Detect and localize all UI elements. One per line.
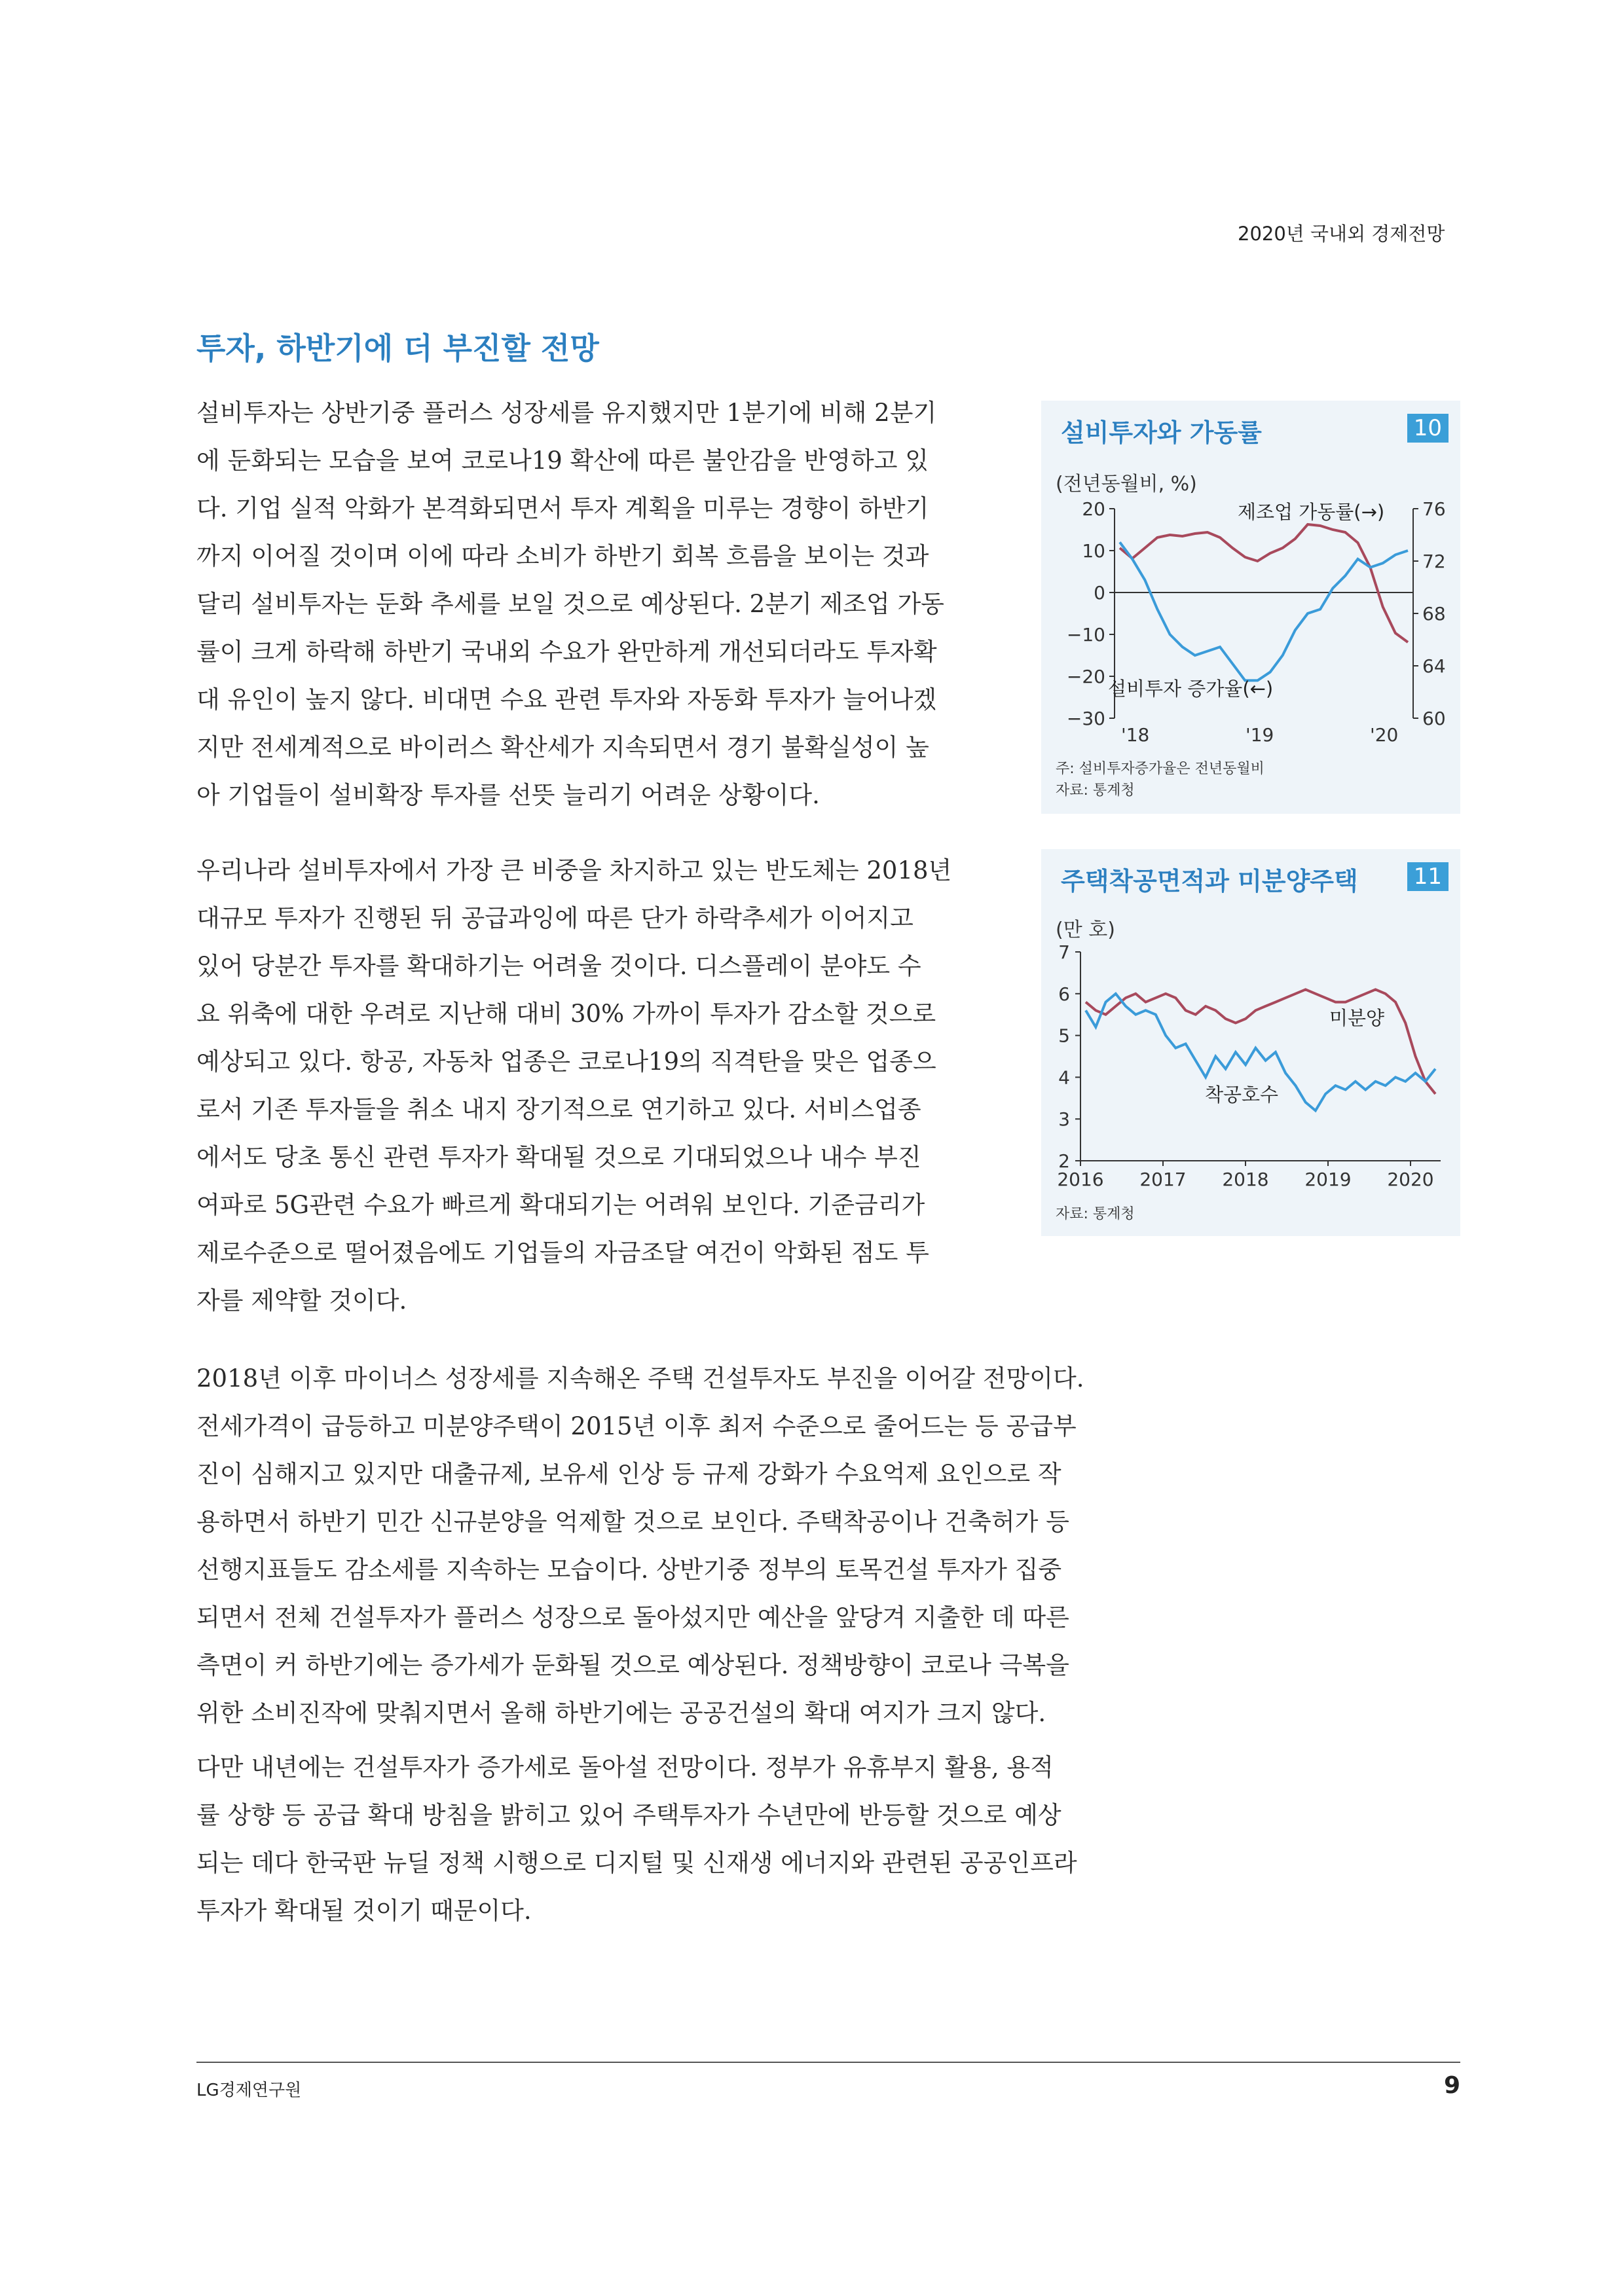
right-tick-label: 60: [1422, 708, 1446, 729]
text-line: 지만 전세계적으로 바이러스 확산세가 지속되면서 경기 불확실성이 높: [196, 733, 929, 761]
chart-source: 자료: 통계청: [1056, 1206, 1135, 1222]
chart-housing-starts-unsold: [1041, 849, 1460, 1236]
text-line: 아 기업들이 설비확장 투자를 선뜻 늘리기 어려운 상황이다.: [196, 781, 820, 809]
text-line: 진이 심해지고 있지만 대출규제, 보유세 인상 등 규제 강화가 수요억제 요인으로 작: [196, 1460, 1061, 1488]
footer-publisher: LG경제연구원: [196, 2081, 302, 2100]
series-line: [1120, 524, 1408, 642]
text-line: 률이 크게 하락해 하반기 국내외 수요가 완만하게 개선되더라도 투자확: [196, 638, 937, 666]
text-line: 달리 설비투자는 둔화 추세를 보일 것으로 예상된다. 2분기 제조업 가동: [196, 590, 944, 618]
x-tick-label: 2019: [1304, 1169, 1352, 1190]
chart-note: 주: 설비투자증가율은 전년동월비: [1056, 761, 1264, 777]
right-tick-label: 76: [1422, 498, 1446, 520]
series-line: [1086, 989, 1435, 1094]
paragraph: [196, 847, 951, 1324]
y-tick-label: 6: [1058, 983, 1070, 1005]
left-tick-label: −20: [1066, 666, 1105, 687]
text-line: 되면서 전체 건설투자가 플러스 성장으로 돌아섰지만 예산을 앞당겨 지출한 데 따른: [196, 1603, 1069, 1631]
paragraph: [196, 1355, 1084, 1737]
chart-number-badge: 11: [1407, 862, 1449, 891]
text-line: 률 상향 등 공급 확대 방침을 밝히고 있어 주택투자가 수년만에 반등할 것으로 예상: [196, 1801, 1061, 1829]
left-tick-label: −10: [1066, 624, 1105, 646]
text-line: 2018년 이후 마이너스 성장세를 지속해온 주택 건설투자도 부진을 이어갈 전망이다.: [196, 1364, 1084, 1393]
text-line: 로서 기존 투자들을 취소 내지 장기적으로 연기하고 있다. 서비스업종: [196, 1095, 921, 1123]
right-tick-label: 64: [1422, 655, 1446, 677]
text-line: 까지 이어질 것이며 이에 따라 소비가 하반기 회복 흐름을 보이는 것과: [196, 542, 929, 570]
left-tick-label: 20: [1082, 498, 1105, 520]
series-label-unsold: 미분양: [1329, 1007, 1385, 1029]
x-tick-label: 2018: [1222, 1169, 1269, 1190]
text-line: 위한 소비진작에 맞춰지면서 올해 하반기에는 공공건설의 확대 여지가 크지 않다.: [196, 1699, 1046, 1727]
y-tick-label: 4: [1058, 1066, 1070, 1089]
left-tick-label: −30: [1066, 708, 1105, 729]
paragraph: [196, 389, 944, 819]
text-line: 선행지표들도 감소세를 지속하는 모습이다. 상반기중 정부의 토목건설 투자가 집중: [196, 1556, 1062, 1584]
section-title: 투자, 하반기에 더 부진할 전망: [196, 331, 599, 366]
chart-number-badge: 10: [1407, 414, 1449, 443]
y-tick-label: 5: [1058, 1025, 1070, 1047]
right-tick-label: 68: [1422, 603, 1446, 625]
footer-divider: [196, 2062, 1460, 2063]
chart-title: 주택착공면적과 미분양주택: [1061, 867, 1358, 896]
running-header: 2020년 국내외 경제전망: [1238, 223, 1445, 245]
y-tick-label: 3: [1058, 1108, 1070, 1131]
text-line: 에서도 당초 통신 관련 투자가 확대될 것으로 기대되었으나 내수 부진: [196, 1143, 921, 1171]
text-line: 투자가 확대될 것이기 때문이다.: [196, 1897, 532, 1925]
text-line: 여파로 5G관련 수요가 빠르게 확대되기는 어려워 보인다. 기준금리가: [196, 1191, 925, 1219]
chart-plot: [1041, 849, 1460, 1236]
text-line: 되는 데다 한국판 뉴딜 정책 시행으로 디지털 및 신재생 에너지와 관련된 공공인프라: [196, 1849, 1077, 1877]
text-line: 자를 제약할 것이다.: [196, 1286, 407, 1315]
series-label-investment: 설비투자 증가율(←): [1108, 678, 1274, 700]
series-line: [1120, 542, 1408, 680]
x-tick-label: 2020: [1387, 1169, 1434, 1190]
text-line: 우리나라 설비투자에서 가장 큰 비중을 차지하고 있는 반도체는 2018년: [196, 856, 952, 884]
page-number: 9: [1444, 2072, 1461, 2099]
chart-title: 설비투자와 가동률: [1061, 418, 1262, 447]
x-tick-label: '18: [1121, 724, 1150, 746]
text-line: 있어 당분간 투자를 확대하기는 어려울 것이다. 디스플레이 분야도 수: [196, 952, 921, 980]
text-line: 대규모 투자가 진행된 뒤 공급과잉에 따른 단가 하락추세가 이어지고: [196, 904, 913, 932]
chart-unit: (만 호): [1056, 919, 1115, 941]
x-tick-label: 2016: [1057, 1169, 1104, 1190]
chart-plot: [1041, 401, 1460, 814]
text-line: 측면이 커 하반기에는 증가세가 둔화될 것으로 예상된다. 정책방향이 코로나 극복을: [196, 1651, 1069, 1679]
text-line: 다만 내년에는 건설투자가 증가세로 돌아설 전망이다. 정부가 유휴부지 활용, 용적: [196, 1753, 1054, 1781]
chart-source: 자료: 통계청: [1056, 782, 1135, 799]
series-label-utilization: 제조업 가동률(→): [1238, 501, 1385, 523]
right-tick-label: 72: [1422, 551, 1446, 572]
text-line: 전세가격이 급등하고 미분양주택이 2015년 이후 최저 수준으로 줄어드는 등 공급부: [196, 1412, 1077, 1440]
left-tick-label: 10: [1082, 540, 1105, 562]
text-line: 대 유인이 높지 않다. 비대면 수요 관련 투자와 자동화 투자가 늘어나겠: [196, 685, 937, 714]
text-line: 용하면서 하반기 민간 신규분양을 억제할 것으로 보인다. 주택착공이나 건축허가 등: [196, 1508, 1069, 1536]
left-tick-label: 0: [1094, 582, 1105, 604]
chart-investment-utilization: [1041, 401, 1460, 814]
x-tick-label: '20: [1370, 724, 1399, 746]
x-tick-label: 2017: [1139, 1169, 1187, 1190]
chart-unit: (전년동월비, %): [1056, 473, 1197, 496]
paragraph: [196, 1743, 1077, 1935]
text-line: 요 위축에 대한 우려로 지난해 대비 30% 가까이 투자가 감소할 것으로: [196, 1000, 936, 1028]
y-tick-label: 7: [1058, 941, 1070, 963]
text-line: 제로수준으로 떨어졌음에도 기업들의 자금조달 여건이 악화된 점도 투: [196, 1239, 929, 1267]
text-line: 다. 기업 실적 악화가 본격화되면서 투자 계획을 미루는 경향이 하반기: [196, 494, 929, 522]
series-label-starts: 착공호수: [1205, 1084, 1279, 1106]
y-tick-label: 2: [1058, 1150, 1070, 1172]
text-line: 설비투자는 상반기중 플러스 성장세를 유지했지만 1분기에 비해 2분기: [196, 399, 937, 427]
x-tick-label: '19: [1246, 724, 1274, 746]
text-line: 에 둔화되는 모습을 보여 코로나19 확산에 따른 불안감을 반영하고 있: [196, 446, 929, 475]
text-line: 예상되고 있다. 항공, 자동차 업종은 코로나19의 직격탄을 맞은 업종으: [196, 1048, 936, 1076]
